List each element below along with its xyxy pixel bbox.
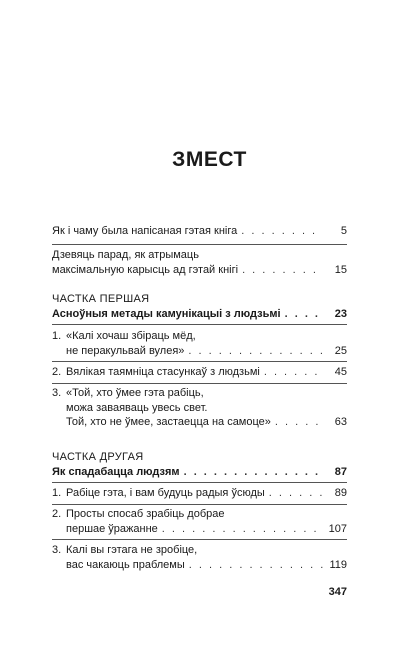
toc-title: ЗМЕСТ — [172, 148, 247, 171]
entry-text: Той, хто не ўмее, застаецца на самоце» — [66, 416, 271, 428]
divider — [52, 504, 347, 505]
page-number: 23 — [334, 307, 347, 320]
toc-chapter-2-1 — [52, 486, 347, 501]
page-number: 25 — [334, 344, 347, 357]
leader-dots — [285, 307, 323, 322]
part-title: Асноўныя метады камунікацыі з людзьмі — [52, 307, 281, 320]
part-label: ЧАСТКА ПЕРШАЯ — [52, 293, 150, 305]
entry-text: можа заваяваць увесь свет. — [66, 401, 208, 414]
chapter-number: 1. — [52, 487, 62, 499]
entry-text: Як і чаму была напісаная гэтая кніга — [52, 225, 238, 237]
chapter-number: 3. — [52, 387, 62, 399]
toc-chapter-1-1 — [52, 329, 347, 358]
divider — [52, 539, 347, 540]
entry-text: Вялікая таямніца стасункаў з людзьмі — [66, 366, 260, 378]
toc-chapter-2-3 — [52, 543, 347, 572]
part-heading-1 — [52, 292, 347, 321]
divider — [52, 482, 347, 483]
divider — [52, 361, 347, 362]
leader-dots — [184, 465, 323, 480]
entry-text: «Калі хочаш збіраць мёд, — [66, 330, 196, 342]
entry-text: не перакульвай вулея» — [66, 344, 185, 357]
leader-dots — [188, 344, 323, 359]
toc-entry-intro-2 — [52, 248, 347, 277]
leader-dots — [162, 522, 323, 537]
page-number: 63 — [334, 416, 347, 428]
leader-dots — [242, 263, 323, 278]
page-number: 89 — [334, 487, 347, 499]
entry-text: Просты спосаб зрабіць добрае — [66, 508, 225, 520]
leader-dots — [241, 224, 323, 239]
part-title: Як спадабацца людзям — [52, 465, 180, 478]
page-number: 107 — [328, 522, 347, 535]
page-number: 5 — [340, 225, 347, 237]
entry-text: «Той, хто ўмее гэта рабіць, — [66, 387, 204, 399]
chapter-number: 1. — [52, 330, 62, 342]
divider — [52, 324, 347, 325]
entry-text: Калі вы гэтага не зробіце, — [66, 544, 198, 556]
entry-text: Дзевяць парад, як атрымаць — [52, 249, 199, 261]
divider — [52, 244, 347, 245]
toc-chapter-2-2 — [52, 507, 347, 536]
page-number: 119 — [329, 558, 347, 571]
leader-dots — [275, 415, 323, 430]
toc-entry-intro-1 — [52, 224, 347, 239]
chapter-number: 2. — [52, 508, 62, 520]
page-number: 15 — [334, 263, 347, 276]
chapter-number: 3. — [52, 544, 62, 556]
leader-dots — [264, 365, 323, 380]
entry-text: максімальную карысць ад гэтай кнігі — [52, 263, 239, 276]
toc-chapter-1-2 — [52, 365, 347, 380]
part-heading-2 — [52, 450, 347, 479]
toc-chapter-1-3 — [52, 386, 347, 430]
entry-text: Рабіце гэта, і вам будуць радыя ўсюды — [66, 487, 265, 499]
leader-dots — [189, 558, 323, 573]
entry-text: вас чакаюць праблемы — [66, 558, 185, 571]
page-number: 87 — [334, 465, 347, 478]
page-number: 45 — [334, 366, 347, 378]
leader-dots — [269, 486, 323, 501]
folio-page-number: 347 — [328, 586, 347, 598]
entry-text: першае ўражанне — [66, 522, 158, 535]
divider — [52, 383, 347, 384]
chapter-number: 2. — [52, 366, 62, 378]
part-label: ЧАСТКА ДРУГАЯ — [52, 451, 144, 463]
